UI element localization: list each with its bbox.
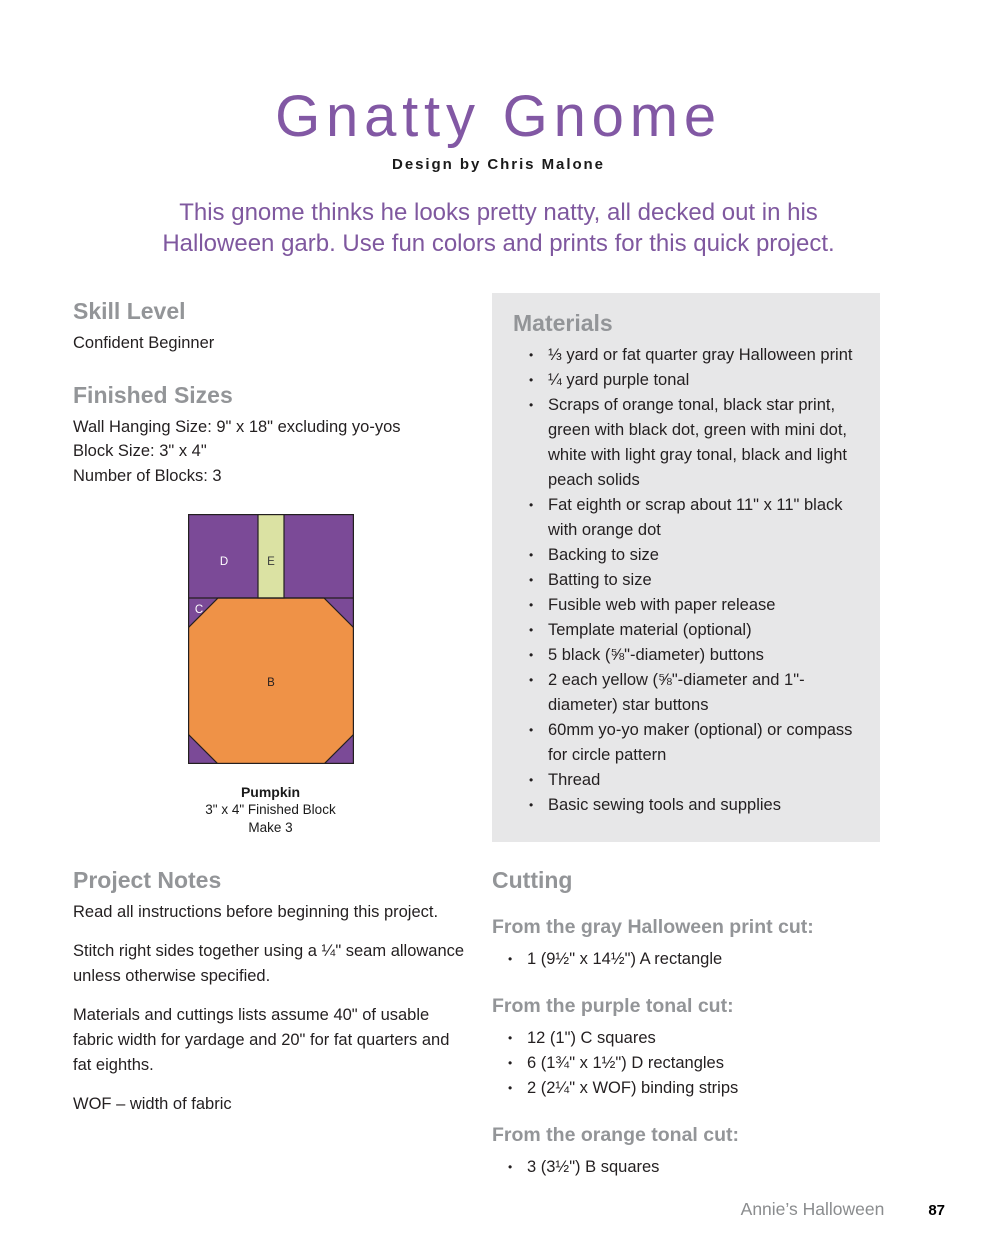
project-notes-section	[73, 867, 468, 1117]
finished-sizes-lines	[73, 415, 468, 489]
material-item: • Thread	[529, 768, 860, 793]
finished-size-line: Number of Blocks: 3	[73, 466, 222, 485]
finished-sizes-section	[73, 382, 468, 489]
materials-heading: Materials	[513, 310, 613, 336]
material-item: • Template material (optional)	[529, 618, 860, 643]
project-note: Stitch right sides together using a ¼" seam allowance unless otherwise specified.	[73, 942, 465, 985]
diagram-caption-make: Make 3	[248, 820, 293, 835]
cutting-item: • 12 (1") C squares	[508, 1026, 880, 1051]
skill-level-heading: Skill Level	[73, 298, 186, 324]
finished-sizes-heading: Finished Sizes	[73, 381, 233, 408]
patch-e-label: E	[266, 556, 275, 568]
material-item: • Backing to size	[529, 543, 860, 568]
skill-level-section	[73, 298, 468, 356]
materials-box	[492, 293, 880, 842]
cutting-group-purple	[492, 995, 880, 1101]
cutting-group-orange-list	[492, 1155, 880, 1180]
material-item: • Basic sewing tools and supplies	[529, 793, 860, 818]
designer-byline: Design by Chris Malone	[392, 156, 605, 173]
project-notes-paragraphs	[73, 900, 468, 1117]
material-item: • ¼ yard purple tonal	[529, 368, 860, 393]
skill-level-value: Confident Beginner	[73, 334, 215, 352]
page-header	[0, 86, 997, 259]
cutting-group-purple-list	[492, 1026, 880, 1101]
cutting-group-gray-list	[492, 947, 880, 972]
page-number: 87	[928, 1202, 945, 1219]
cutting-section	[492, 867, 880, 1180]
material-item: • 2 each yellow (⅝"-diameter and 1"-diameter) star buttons	[529, 668, 860, 718]
cutting-item: • 1 (9½" x 14½") A rectangle	[508, 947, 880, 972]
cutting-group-purple-heading: From the purple tonal cut:	[492, 995, 734, 1017]
project-notes-heading: Project Notes	[73, 867, 222, 893]
project-note: WOF – width of fabric	[73, 1095, 232, 1113]
block-diagram	[73, 514, 468, 837]
cutting-item: • 3 (3½") B squares	[508, 1155, 880, 1180]
cutting-group-orange-heading: From the orange tonal cut:	[492, 1124, 740, 1146]
book-title: Annie’s Halloween	[740, 1199, 885, 1219]
finished-size-line: Wall Hanging Size: 9" x 18" excluding yo-yos	[73, 417, 401, 436]
material-item: • Fusible web with paper release	[529, 593, 860, 618]
cutting-group-orange	[492, 1124, 880, 1180]
material-item: • 60mm yo-yo maker (optional) or compass for circle pattern	[529, 718, 860, 768]
page-footer	[741, 1199, 945, 1220]
finished-size-line: Block Size: 3" x 4"	[73, 442, 207, 460]
material-item: • Fat eighth or scrap about 11" x 11" black with orange dot	[529, 493, 860, 543]
cutting-item: • 2 (2¼" x WOF) binding strips	[508, 1076, 880, 1101]
cutting-group-gray-heading: From the gray Halloween print cut:	[492, 916, 814, 938]
project-note: Materials and cuttings lists assume 40" of usable fabric width for yardage and 20" for fat quarters and fat eighths.	[73, 1006, 450, 1074]
materials-list	[513, 343, 860, 818]
diagram-caption-size: 3" x 4" Finished Block	[205, 802, 336, 817]
patch-c-label: C	[194, 604, 203, 616]
material-item: • ⅓ yard or fat quarter gray Halloween print	[529, 343, 860, 368]
material-item: • Scraps of orange tonal, black star print, green with black dot, green with mini dot, white with light gray tonal, black and light peach solids	[529, 393, 860, 493]
cutting-heading: Cutting	[492, 867, 573, 893]
cutting-item: • 6 (1¾" x 1½") D rectangles	[508, 1051, 880, 1076]
material-item: • 5 black (⅝"-diameter) buttons	[529, 643, 860, 668]
material-item: • Batting to size	[529, 568, 860, 593]
cutting-group-gray	[492, 916, 880, 972]
diagram-caption	[73, 783, 468, 837]
left-column	[73, 298, 468, 1143]
intro-text: This gnome thinks he looks pretty natty, all decked out in his Halloween garb. Use fun colors and prints for this quick project.	[162, 199, 835, 257]
patch-d-label: D	[219, 556, 228, 568]
right-column	[492, 293, 880, 1180]
diagram-caption-title: Pumpkin	[240, 784, 301, 800]
pumpkin-block-diagram	[188, 514, 354, 764]
page-title: Gnatty Gnome	[275, 84, 722, 149]
project-note: Read all instructions before beginning this project.	[73, 903, 439, 921]
patch-b-label: B	[266, 677, 275, 689]
